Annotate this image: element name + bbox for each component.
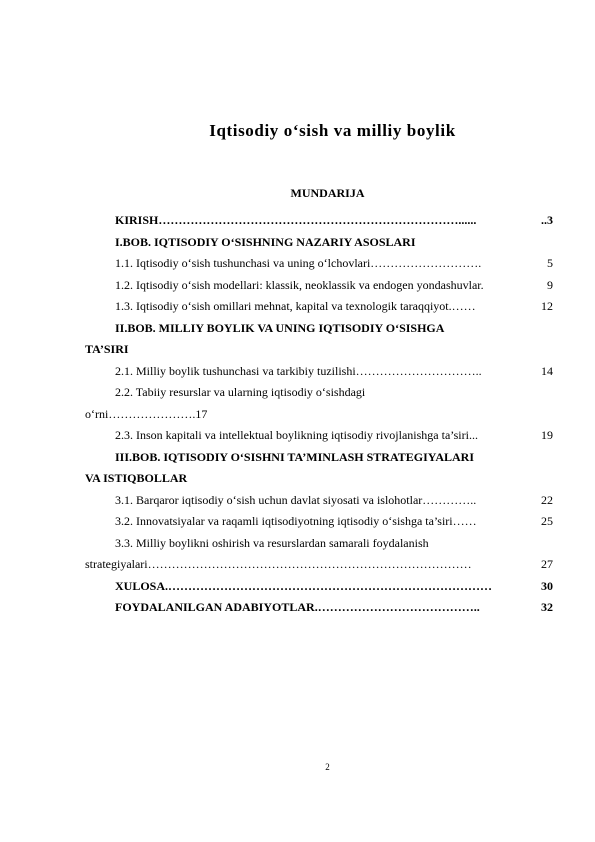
toc-entry-page: 32 [541,600,553,614]
toc-entry-2-2 [85,382,553,404]
toc-entry-chapter-2-cont [85,339,553,361]
toc-entry-text: 1.2. Iqtisodiy o‘sish modellari: klassik, neoklassik va endogen yondashuvlar. [115,277,484,292]
toc-entry-2-2-cont [85,404,553,426]
toc-entry-text: 3.1. Barqaror iqtisodiy o‘sish uchun davlat siyosati va islohotlar………….. [115,492,477,507]
toc-entry-2-1 [85,361,553,383]
toc-entry-page: ..3 [541,213,553,227]
toc-entry-text: 3.3. Milliy boylikni oshirish va resurslardan samarali foydalanish [115,535,429,550]
toc-entry-text: II.BOB. MILLIY BOYLIK VA UNING IQTISODIY O‘SISHGA [115,320,445,335]
toc-entry-text: 1.1. Iqtisodiy o‘sish tushunchasi va uning o‘lchovlari………………………. [115,256,482,270]
toc-entry-page: 5 [547,256,553,270]
toc-entry-page: 12 [541,299,553,313]
toc-entry-1-3 [85,296,553,318]
toc-entry-1-2 [85,275,553,297]
toc-entry-text: VA ISTIQBOLLAR [85,471,188,485]
toc-entry-text: 2.1. Milliy boylik tushunchasi va tarkibiy tuzilishi………………………….. [115,363,482,378]
toc-entry-kirish [85,210,553,232]
toc-entry-page: 14 [541,363,553,378]
toc-entry-text: strategiyalari……………………………………………………………………… [85,557,472,571]
toc-entry-1-1 [85,253,553,275]
toc-entry-xulosa [85,576,553,598]
toc-entry-text: 1.3. Iqtisodiy o‘sish omillari mehnat, kapital va texnologik taraqqiyot.…… [115,299,476,313]
toc-entry-page: 22 [541,492,553,507]
toc-entry-text: 2.2. Tabiiy resurslar va ularning iqtisodiy o‘sishdagi [115,385,366,399]
toc-entry-page: 25 [541,514,553,528]
toc-entry-chapter-2 [85,318,553,340]
page-number: 2 [325,762,330,772]
toc-entry-3-1 [85,490,553,512]
toc-entry-text: KIRISH…………………………………………………………………...... [115,213,477,227]
toc-entry-chapter-3-cont [85,468,553,490]
toc-entry-text: FOYDALANILGAN ADABIYOTLAR.………………………………….. [115,600,480,614]
toc-heading: MUNDARIJA [290,186,365,200]
toc-entry-3-3-cont [85,554,553,576]
table-of-contents [85,210,553,619]
toc-entry-text: TA’SIRI [85,342,129,356]
toc-entry-text: o‘rni………………….17 [85,406,208,421]
toc-entry-text: 3.2. Innovatsiyalar va raqamli iqtisodiyotning iqtisodiy o‘sishga ta’siri…… [115,514,477,528]
toc-entry-page: 9 [547,277,553,292]
toc-entry-3-2 [85,511,553,533]
toc-entry-page: 30 [541,578,553,593]
toc-entry-page: 27 [541,557,553,571]
toc-entry-page: 19 [541,428,553,442]
toc-entry-references [85,597,553,619]
toc-entry-text: 2.3. Inson kapitali va intellektual boylikning iqtisodiy rivojlanishga ta’siri... [115,428,478,442]
toc-entry-text: I.BOB. IQTISODIY O‘SISHNING NAZARIY ASOSLARI [115,234,416,249]
document-title: Iqtisodiy o‘sish va milliy boylik [209,121,456,140]
toc-entry-text: III.BOB. IQTISODIY O‘SISHNI TA’MINLASH STRATEGIYALARI [115,449,474,464]
toc-entry-chapter-3 [85,447,553,469]
toc-entry-text: XULOSA.……………………………………………………………………… [115,578,493,593]
toc-entry-chapter-1 [85,232,553,254]
toc-entry-2-3 [85,425,553,447]
toc-entry-3-3 [85,533,553,555]
